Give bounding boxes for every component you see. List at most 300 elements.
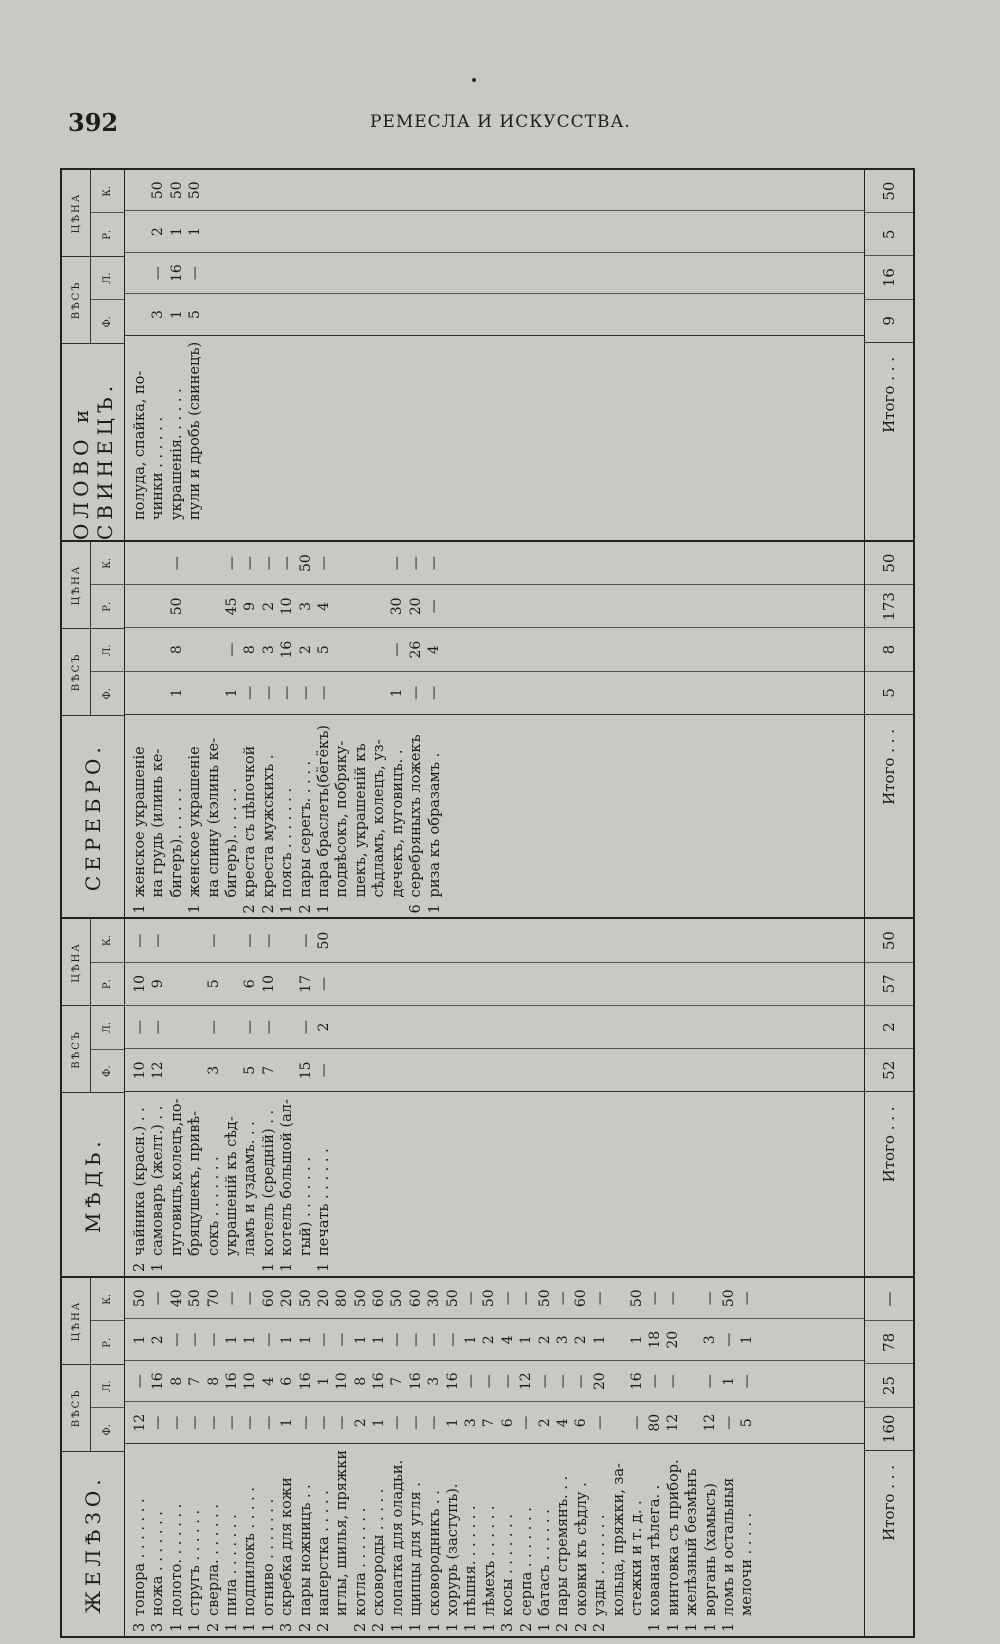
weight-label: ВѢСЪ <box>62 1365 91 1451</box>
value-l: 20 <box>591 1372 608 1391</box>
value-k <box>223 919 241 961</box>
value-l <box>186 629 204 671</box>
item-qty: 2 <box>352 1622 369 1632</box>
value-r: 2 <box>536 1335 553 1345</box>
list-item <box>628 1450 646 1632</box>
item-qty: 1 <box>187 1622 204 1632</box>
total-row <box>864 919 913 1276</box>
item-qty <box>223 1256 241 1272</box>
value-f: 4 <box>554 1418 571 1428</box>
list-item <box>720 1450 738 1632</box>
total-f: 9 <box>865 299 913 342</box>
value-k: 50 <box>187 181 204 200</box>
value-f: — <box>223 1415 240 1430</box>
value-l: 1 <box>315 1376 332 1386</box>
item-qty: 1 <box>702 1622 719 1632</box>
value-k: — <box>646 1291 663 1306</box>
value-l: — <box>573 1374 590 1389</box>
value-r: 1 <box>297 1335 314 1345</box>
item-qty: 2 <box>592 1622 609 1632</box>
value-l: 3 <box>260 645 277 655</box>
item-name: воргань (хамысъ) <box>702 1483 719 1616</box>
value-r: — <box>389 1332 406 1347</box>
value-f: 10 <box>132 1061 148 1080</box>
value-k: 50 <box>187 1289 204 1308</box>
item-qty: 3 <box>279 1622 296 1632</box>
value-k: — <box>242 556 259 571</box>
item-qty <box>389 897 407 913</box>
item-name: чинки . . . . . . <box>150 417 167 520</box>
value-r: 20 <box>665 1330 682 1349</box>
value-r: 5 <box>205 979 222 989</box>
rotated-table-wrapper <box>60 168 915 1638</box>
list-item <box>168 1450 186 1632</box>
page-number: 392 <box>68 108 119 137</box>
item-name: щипцы для угля . <box>408 1482 425 1616</box>
price-label: ЦѢНА <box>62 542 91 628</box>
total-l: 2 <box>865 1005 913 1048</box>
col-k <box>125 919 864 961</box>
price-label: ЦѢНА <box>62 170 91 256</box>
list-item <box>481 1450 499 1632</box>
total-row <box>864 1278 913 1636</box>
value-r: 1 <box>591 1335 608 1345</box>
value-r: — <box>334 1332 351 1347</box>
weight-subheaders <box>91 1365 124 1451</box>
value-k: — <box>591 1291 608 1306</box>
section-header <box>62 1278 125 1636</box>
value-k: 50 <box>444 1289 461 1308</box>
value-l: 5 <box>315 645 332 655</box>
value-k: 20 <box>279 1289 296 1308</box>
unit-l: Л. <box>102 1380 113 1393</box>
item-qty <box>333 897 351 913</box>
value-k <box>205 542 223 584</box>
value-r: 2 <box>150 227 167 237</box>
value-f: 3 <box>463 1418 480 1428</box>
value-l: 16 <box>150 1372 167 1391</box>
list-item <box>389 721 407 913</box>
list-item <box>389 1450 407 1632</box>
unit-l: Л. <box>102 644 113 657</box>
value-f <box>609 1402 627 1443</box>
silver-section <box>62 540 913 917</box>
unit-r: Р. <box>91 1321 124 1365</box>
item-qty: 1 <box>426 904 443 914</box>
value-r <box>168 963 186 1005</box>
price-header <box>62 542 124 628</box>
item-qty: 2 <box>242 904 259 914</box>
item-name: пары серегъ. . . . . <box>297 760 314 898</box>
price-header <box>62 1278 124 1364</box>
item-name: пила . . . . . . . <box>224 1514 241 1616</box>
item-name: узды . . . . . . . <box>592 1514 609 1616</box>
value-k: 50 <box>628 1289 645 1308</box>
weight-header <box>62 256 124 343</box>
value-k: — <box>260 933 277 948</box>
item-qty: 1 <box>224 1622 241 1632</box>
list-item <box>407 1450 425 1632</box>
value-f: — <box>334 1415 351 1430</box>
item-qty: 2 <box>297 904 314 914</box>
item-qty <box>370 897 388 913</box>
list-item <box>260 1450 278 1632</box>
item-name: кольца, пряжки, за- <box>610 1463 627 1616</box>
item-qty <box>223 897 241 913</box>
value-r: 10 <box>279 597 296 616</box>
value-l: — <box>150 266 167 281</box>
item-name: винтовка съ прибор. <box>665 1459 682 1616</box>
item-name: батасъ . . . . . . <box>536 1509 553 1616</box>
section-title: МѢДЬ. <box>62 1092 124 1276</box>
total-l: 25 <box>865 1364 913 1407</box>
value-k: — <box>223 1291 240 1306</box>
value-k: — <box>223 556 240 571</box>
list-item <box>205 1098 223 1272</box>
item-name: стежки и т. д. . <box>628 1500 645 1616</box>
value-r: 1 <box>187 227 204 237</box>
value-f: — <box>187 1415 204 1430</box>
value-f: 1 <box>168 688 185 698</box>
list-item <box>131 1098 149 1272</box>
value-l <box>370 629 388 671</box>
value-k <box>131 542 149 584</box>
value-f <box>168 1049 186 1091</box>
value-f <box>370 672 388 714</box>
list-item <box>131 721 149 913</box>
value-l: — <box>646 1374 663 1389</box>
item-name: иглы, шилья, пряжки <box>334 1449 351 1616</box>
item-name: огниво . . . . . . . <box>260 1498 277 1616</box>
value-r: 1 <box>132 1335 148 1345</box>
value-r: 2 <box>260 601 277 611</box>
item-name: пары стремянъ. . . <box>555 1475 572 1616</box>
section-body <box>125 919 864 1276</box>
col-l <box>125 1360 864 1402</box>
list-item <box>665 1450 683 1632</box>
value-f: — <box>407 685 424 700</box>
value-f <box>683 1402 701 1443</box>
list-item <box>205 1450 223 1632</box>
value-k: 50 <box>168 181 185 200</box>
list-item <box>168 342 186 536</box>
item-qty <box>168 520 186 536</box>
value-k: — <box>297 933 314 948</box>
value-k: 80 <box>334 1289 351 1308</box>
value-r: — <box>168 1332 185 1347</box>
value-l: 16 <box>628 1372 645 1391</box>
value-f: 12 <box>665 1413 682 1432</box>
value-f: — <box>150 1415 167 1430</box>
value-f: — <box>242 685 259 700</box>
value-r: — <box>315 976 332 991</box>
value-r: 17 <box>297 974 314 993</box>
item-qty <box>149 897 167 913</box>
value-k <box>131 170 149 210</box>
value-l: 4 <box>260 1376 277 1386</box>
item-qty <box>241 1256 259 1272</box>
list-item <box>683 1450 701 1632</box>
value-k <box>186 919 204 961</box>
total-f: 52 <box>865 1048 913 1091</box>
total-values <box>865 1278 913 1450</box>
value-l: — <box>132 1374 148 1389</box>
list-item <box>186 1098 204 1272</box>
value-r <box>278 963 296 1005</box>
value-f: 7 <box>481 1418 498 1428</box>
col-k <box>125 1278 864 1319</box>
list-item <box>186 1450 204 1632</box>
running-head: РЕМЕСЛА И ИСКУССТВА. <box>370 112 631 132</box>
unit-f: Ф. <box>91 300 124 344</box>
value-k: 50 <box>352 1289 369 1308</box>
item-qty: 2 <box>555 1622 572 1632</box>
value-r <box>352 585 370 627</box>
value-k <box>352 542 370 584</box>
value-f <box>131 672 149 714</box>
unit-r: Р. <box>91 213 124 257</box>
value-k: — <box>389 556 406 571</box>
item-name: сковороды . . . . . <box>371 1488 388 1616</box>
total-row <box>864 542 913 917</box>
list-item <box>223 1450 241 1632</box>
value-l: 8 <box>168 1376 185 1386</box>
item-name: бигеръ). . . . . . <box>168 788 185 898</box>
list-item <box>241 1098 259 1272</box>
value-l: 16 <box>371 1372 388 1391</box>
ink-speck <box>472 78 476 82</box>
list-item <box>131 1450 149 1632</box>
item-name: креста съ цѣпочкой <box>242 745 259 898</box>
value-f: — <box>297 1415 314 1430</box>
item-qty: 3 <box>150 1622 167 1632</box>
value-l: — <box>187 266 204 281</box>
value-l: 2 <box>315 1022 332 1032</box>
value-k <box>168 919 186 961</box>
value-r: 10 <box>260 974 277 993</box>
value-l: 16 <box>279 640 296 659</box>
value-k: 50 <box>720 1289 737 1308</box>
value-r <box>131 211 149 251</box>
item-qty: 1 <box>463 1622 480 1632</box>
value-r: 10 <box>132 974 148 993</box>
item-qty: 2 <box>260 904 277 914</box>
col-f <box>125 1048 864 1091</box>
item-qty: 2 <box>316 1622 333 1632</box>
list-item <box>499 1450 517 1632</box>
value-f <box>186 672 204 714</box>
value-k: 50 <box>536 1289 553 1308</box>
value-r: 4 <box>315 601 332 611</box>
inventory-table <box>60 168 915 1638</box>
total-r: 78 <box>865 1320 913 1363</box>
item-name: украшеній къ сѣд- <box>224 1116 241 1256</box>
iron-section <box>62 1276 913 1636</box>
item-qty: 1 <box>316 904 333 914</box>
tin-section <box>62 170 913 540</box>
value-l: 10 <box>242 1372 259 1391</box>
item-name: оковки къ сѣдлу . <box>573 1482 590 1616</box>
total-r: 57 <box>865 962 913 1005</box>
total-values <box>865 170 913 342</box>
unit-l: Л. <box>102 272 113 285</box>
value-columns <box>125 542 864 714</box>
value-l: — <box>205 1020 222 1035</box>
value-f <box>149 672 167 714</box>
weight-header <box>62 1005 124 1092</box>
list-item <box>186 342 204 536</box>
list-item <box>333 721 351 913</box>
item-name: мелочи . . . . . <box>739 1512 756 1616</box>
value-l: 16 <box>407 1372 424 1391</box>
value-k: 30 <box>426 1289 443 1308</box>
item-name: бряцушекъ, привѣ- <box>187 1111 204 1256</box>
value-k: — <box>150 1291 167 1306</box>
col-r <box>125 210 864 251</box>
col-r <box>125 584 864 627</box>
value-k: — <box>463 1291 480 1306</box>
value-r <box>609 1319 627 1360</box>
item-qty: 1 <box>481 1622 498 1632</box>
item-name: самоваръ (желт.) . . <box>150 1105 167 1256</box>
value-f: 7 <box>260 1065 277 1075</box>
value-l: 8 <box>205 1376 222 1386</box>
price-label: ЦѢНА <box>62 1278 91 1364</box>
value-l: — <box>242 1020 259 1035</box>
value-f: 1 <box>389 688 406 698</box>
list-item <box>297 1098 315 1272</box>
price-subheaders <box>91 1278 124 1364</box>
value-r: — <box>426 1332 443 1347</box>
value-l <box>149 629 167 671</box>
item-qty: 1 <box>279 904 296 914</box>
value-f: 1 <box>371 1418 388 1428</box>
list-item <box>149 1098 167 1272</box>
value-f: — <box>279 685 296 700</box>
value-r: — <box>260 1332 277 1347</box>
weight-subheaders <box>91 1006 124 1092</box>
list-item <box>131 342 149 536</box>
value-k: — <box>150 933 167 948</box>
value-k: 70 <box>205 1289 222 1308</box>
value-l <box>683 1361 701 1402</box>
list-item <box>518 1450 536 1632</box>
value-l: 10 <box>334 1372 351 1391</box>
item-name: гый) . . . . . . . <box>297 1157 314 1256</box>
item-qty: 1 <box>536 1622 553 1632</box>
weight-label: ВѢСЪ <box>62 1006 91 1092</box>
item-name: серпа . . . . . . . <box>518 1507 535 1616</box>
item-qty <box>297 1256 315 1272</box>
item-qty: 1 <box>132 904 148 914</box>
list-item <box>426 1450 444 1632</box>
value-k: — <box>205 933 222 948</box>
weight-header <box>62 1364 124 1451</box>
value-r: 3 <box>702 1335 719 1345</box>
value-f: 1 <box>279 1418 296 1428</box>
value-f: — <box>426 1415 443 1430</box>
section-body <box>125 1278 864 1636</box>
value-r: 1 <box>518 1335 535 1345</box>
item-qty: 1 <box>316 1262 333 1272</box>
value-l: 8 <box>242 645 259 655</box>
value-l: — <box>499 1374 516 1389</box>
value-f: 80 <box>646 1413 663 1432</box>
value-k: 60 <box>260 1289 277 1308</box>
section-header <box>62 170 125 540</box>
value-columns <box>125 1278 864 1443</box>
value-r: 20 <box>407 597 424 616</box>
value-l <box>609 1361 627 1402</box>
section-body <box>125 542 864 917</box>
value-f: — <box>205 1415 222 1430</box>
list-item <box>536 1450 554 1632</box>
value-f: — <box>315 1063 332 1078</box>
value-r: 1 <box>352 1335 369 1345</box>
item-list <box>125 714 864 917</box>
value-k: 50 <box>132 1289 148 1308</box>
value-f <box>352 672 370 714</box>
list-item <box>370 721 388 913</box>
total-k: 50 <box>880 931 898 951</box>
value-f: — <box>407 1415 424 1430</box>
copper-section <box>62 917 913 1276</box>
section-body <box>125 170 864 540</box>
item-qty: 3 <box>500 1622 517 1632</box>
price-header <box>62 919 124 1005</box>
item-qty: 1 <box>242 1622 259 1632</box>
list-item <box>370 1450 388 1632</box>
item-qty <box>186 520 204 536</box>
section-header <box>62 542 125 917</box>
value-l: 16 <box>297 1372 314 1391</box>
value-l: 7 <box>389 1376 406 1386</box>
section-header <box>62 919 125 1276</box>
value-r <box>149 585 167 627</box>
item-name: котелъ (средній) . . <box>260 1109 277 1256</box>
value-f <box>223 1049 241 1091</box>
item-qty: 1 <box>260 1262 277 1272</box>
unit-k: К. <box>102 185 113 197</box>
value-l: — <box>536 1374 553 1389</box>
value-l: 26 <box>407 640 424 659</box>
section-title: ОЛОВО и СВИНЕЦЪ. <box>62 343 124 540</box>
item-name: пули и дробь (свинецъ) <box>187 341 204 520</box>
value-f: — <box>315 1415 332 1430</box>
weight-header <box>62 628 124 715</box>
item-qty: 2 <box>573 1622 590 1632</box>
list-item <box>352 1450 370 1632</box>
value-l: — <box>223 642 240 657</box>
value-r: 6 <box>242 979 259 989</box>
value-r: — <box>187 1332 204 1347</box>
value-l: 4 <box>426 645 443 655</box>
item-qty: 1 <box>150 1262 167 1272</box>
item-name: желѣзный безмѣнъ <box>684 1468 701 1616</box>
value-r <box>205 585 223 627</box>
item-qty: 1 <box>426 1622 443 1632</box>
unit-r: Р. <box>91 962 124 1006</box>
total-label: Итого . . . <box>865 1091 913 1276</box>
item-qty <box>610 1616 628 1632</box>
item-qty: 2 <box>132 1262 148 1272</box>
item-qty: 1 <box>279 1262 296 1272</box>
item-qty <box>333 1616 351 1632</box>
value-k: 60 <box>407 1289 424 1308</box>
value-r: 2 <box>481 1335 498 1345</box>
value-l <box>205 629 223 671</box>
weight-subheaders <box>91 629 124 715</box>
